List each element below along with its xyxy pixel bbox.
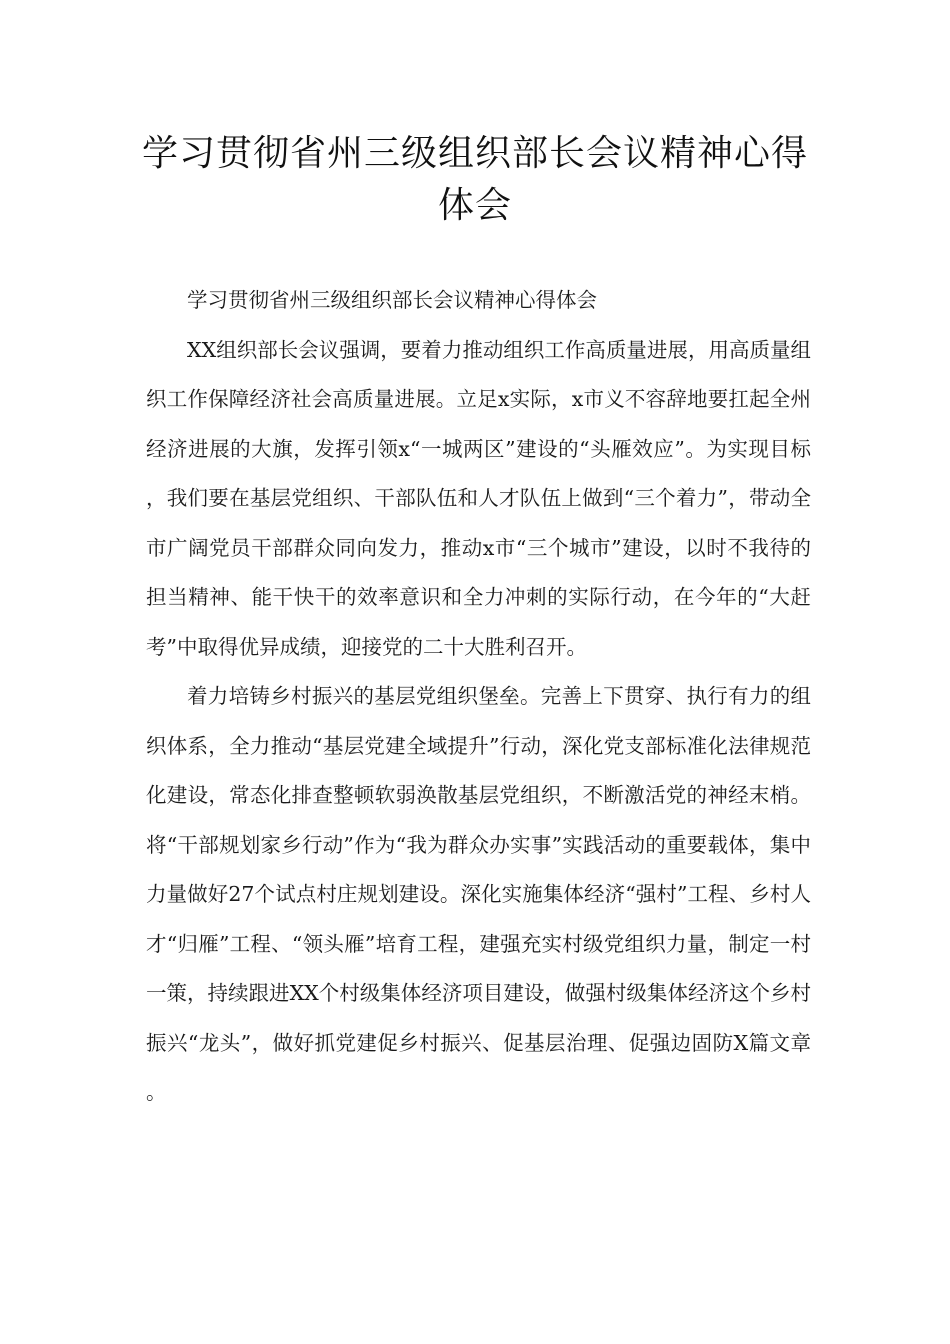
body-paragraph: XX组织部长会议强调，要着力推动组织工作高质量进展，用高质量组织工作保障经济社会高质量进展。立足x实际，x市义不容辞地要扛起全州经济进展的大旗，发挥引领x“一城两区”建设的“头雁效应”。为实现目标，我们要在基层党组织、干部队伍和人才队伍上做到“三个着力”，带动全市广阔党员干部群众同向发力，推动x市“三个城市”建设，以时不我待的担当精神、能干快干的效率意识和全力冲刺的实际行动，在今年的“大赶考”中取得优异成绩，迎接党的二十大胜利召开。 (146, 337, 811, 659)
document-title: 学习贯彻省州三级组织部长会议精神心得体会 (141, 133, 808, 226)
body-paragraph: 着力培铸乡村振兴的基层党组织堡垒。完善上下贯穿、执行有力的组织体系，全力推动“基层党建全域提升”行动，深化党支部标准化法律规范化建设，常态化排查整顿软弱涣散基层党组织，不断激活党的神经末梢。将“干部规划家乡行动”作为“我为群众办实事”实践活动的重要载体，集中力量做好27个试点村庄规划建设。深化实施集体经济“强村”工程、乡村人才“归雁”工程、“领头雁”培育工程，建强充实村级党组织力量，制定一村一策，持续跟进XX个村级集体经济项目建设，做强村级集体经济这个乡村振兴“龙头”，做好抓党建促乡村振兴、促基层治理、促强边固防X篇文章。 (146, 684, 811, 1104)
document-body (146, 276, 811, 1118)
body-paragraph-subtitle: 学习贯彻省州三级组织部长会议精神心得体会 (187, 288, 597, 312)
